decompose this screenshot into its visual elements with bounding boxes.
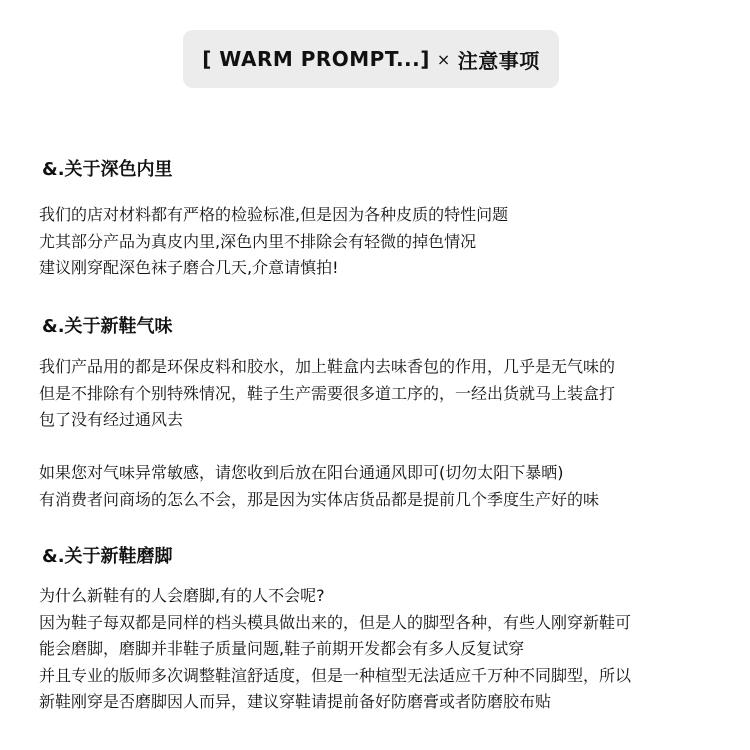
body-line: 建议刚穿配深色袜子磨合几天,介意请慎拍! bbox=[39, 258, 339, 277]
banner-title: 注意事项 bbox=[457, 48, 540, 73]
body-line: 有消费者问商场的怎么不会，那是因为实体店货品都是提前几个季度生产好的味 bbox=[39, 489, 600, 509]
body-line: 但是不排除有个别特殊情况，鞋子生产需要很多道工序的，一经出货就马上装盒打 bbox=[39, 383, 616, 403]
section-body-new-shoe-rubbing bbox=[39, 583, 631, 716]
banner-prefix: [ WARM PROMPT...] bbox=[202, 47, 430, 71]
body-line-blank bbox=[39, 434, 615, 461]
body-line: 包了没有经过通风去 bbox=[39, 410, 184, 429]
body-line: 因为鞋子每双都是同样的档头模具做出来的，但是人的脚型各种，有些人刚穿新鞋可 bbox=[39, 612, 632, 632]
body-line: 尤其部分产品为真皮内里,深色内里不排除会有轻微的掉色情况 bbox=[39, 231, 477, 251]
section-body-new-shoe-smell bbox=[39, 354, 615, 513]
body-line: 新鞋刚穿是否磨脚因人而异，建议穿鞋请提前备好防磨膏或者防磨胶布贴 bbox=[39, 692, 552, 711]
body-line: 如果您对气味异常敏感，请您收到后放在阳台通通风即可(切勿太阳下暴晒) bbox=[39, 463, 564, 482]
section-title-new-shoe-smell: &.关于新鞋气味 bbox=[42, 316, 173, 337]
body-line: 并且专业的版师多次调整鞋渲舒适度，但是一种楦型无法适应千万种不同脚型，所以 bbox=[39, 665, 632, 685]
body-line: 为什么新鞋有的人会磨脚,有的人不会呢? bbox=[39, 586, 325, 605]
section-body-dark-lining bbox=[39, 202, 508, 282]
body-line: 能会磨脚，磨脚并非鞋子质量问题,鞋子前期开发都会有多人反复试穿 bbox=[39, 639, 525, 658]
banner-separator: × bbox=[436, 49, 451, 69]
warm-prompt-banner bbox=[183, 30, 559, 88]
body-line: 我们产品用的都是环保皮料和胶水，加上鞋盒内去味香包的作用，几乎是无气味的 bbox=[39, 357, 616, 376]
section-title-dark-lining: &.关于深色内里 bbox=[42, 159, 173, 180]
body-line: 我们的店对材料都有严格的检验标准,但是因为各种皮质的特性问题 bbox=[39, 205, 509, 224]
section-title-new-shoe-rubbing: &.关于新鞋磨脚 bbox=[42, 546, 173, 567]
